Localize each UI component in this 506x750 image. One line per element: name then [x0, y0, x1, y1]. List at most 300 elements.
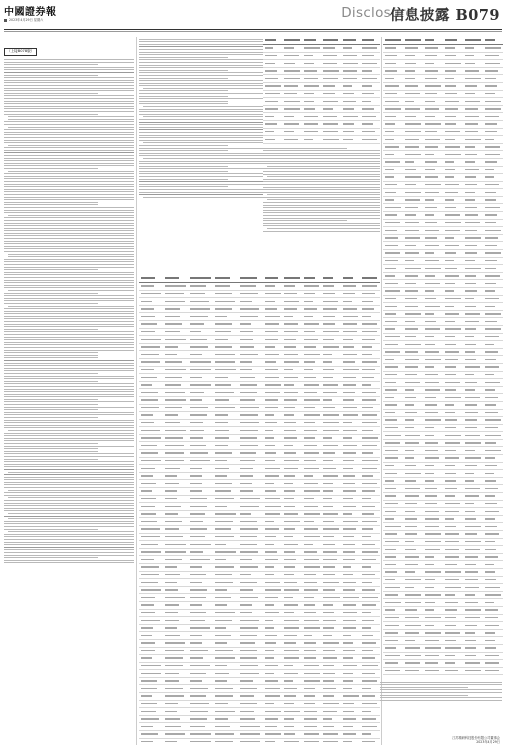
table-cell: [385, 351, 401, 352]
table-cell: [425, 70, 438, 71]
table-cell: [284, 703, 294, 704]
table-cell: [445, 359, 458, 360]
table-cell: [165, 741, 177, 742]
table-cell: [284, 369, 293, 370]
text-line: [4, 464, 134, 465]
table-cell: [425, 283, 440, 284]
table-cell: [485, 662, 500, 663]
table-cell: [141, 559, 154, 560]
table-cell: [385, 473, 398, 474]
table-cell: [485, 435, 502, 436]
table-cell: [215, 513, 236, 514]
table-cell: [405, 192, 421, 193]
table-cell: [385, 313, 397, 314]
table-row: [263, 321, 380, 329]
table-cell: [141, 460, 162, 461]
table-cell: [465, 571, 479, 572]
table-cell: [385, 283, 398, 284]
table-cell: [323, 468, 336, 469]
table-row: [139, 739, 263, 745]
table-cell: [165, 627, 177, 628]
table-cell: [385, 579, 396, 580]
table-cell: [425, 427, 434, 428]
table-cell: [405, 207, 418, 208]
text-line: [4, 500, 134, 501]
table-cell: [141, 536, 160, 537]
table-cell: [141, 437, 161, 438]
table-cell: [141, 680, 157, 681]
text-line: [4, 62, 134, 63]
table-cell: [215, 407, 235, 408]
table-cell: [265, 285, 275, 286]
table-cell: [465, 321, 479, 322]
table-cell: [465, 465, 478, 466]
table-cell: [165, 711, 176, 712]
table-cell: [215, 680, 227, 681]
text-line: [4, 477, 134, 478]
table-cell: [485, 78, 497, 79]
table-row: [383, 258, 503, 266]
text-line: [263, 197, 380, 198]
table-cell: [425, 336, 434, 337]
table-cell: [190, 536, 204, 537]
table-cell: [141, 574, 159, 575]
table-cell: [385, 382, 397, 383]
table-row: [383, 645, 503, 653]
table-cell: [265, 377, 279, 378]
table-cell: [485, 245, 497, 246]
table-cell: [385, 306, 397, 307]
table-cell: [343, 377, 356, 378]
table-cell: [304, 475, 313, 476]
text-line: [139, 122, 263, 123]
table-cell: [405, 632, 420, 633]
table-cell: [405, 518, 417, 519]
table-cell: [465, 404, 477, 405]
table-cell: [445, 662, 456, 663]
table-cell: [425, 587, 435, 588]
table-cell: [362, 339, 375, 340]
table-cell: [190, 635, 202, 636]
table-cell: [385, 146, 399, 147]
table-cell: [284, 437, 297, 438]
table-cell: [323, 131, 338, 132]
table-cell: [343, 597, 360, 598]
text-line: [4, 492, 134, 493]
section-title-english: Disclosure: [341, 5, 414, 21]
table-cell: [141, 361, 160, 362]
table-cell: [362, 85, 372, 86]
table-cell: [215, 673, 229, 674]
table-cell: [445, 465, 456, 466]
table-row: [383, 402, 503, 410]
text-line: [263, 207, 380, 208]
table-row: [383, 250, 503, 258]
table-cell: [362, 521, 377, 522]
holdings-table-4: [383, 37, 503, 677]
text-line: [263, 212, 380, 213]
table-cell: [385, 321, 398, 322]
table-cell: [485, 579, 497, 580]
table-cell: [304, 574, 316, 575]
table-cell: [385, 336, 400, 337]
table-cell: [141, 316, 156, 317]
table-cell: [445, 457, 459, 458]
table-row: [383, 599, 503, 607]
text-line: [4, 547, 134, 548]
table-cell: [165, 468, 179, 469]
table-cell: [284, 377, 298, 378]
table-cell: [485, 328, 501, 329]
table-cell: [240, 316, 258, 317]
table-cell: [405, 131, 422, 132]
table-cell: [362, 468, 377, 469]
table-cell: [385, 252, 401, 253]
issue-date: [4, 17, 43, 22]
table-cell: [323, 566, 335, 567]
table-cell: [284, 521, 300, 522]
table-cell: [265, 642, 277, 643]
text-line: [4, 150, 134, 151]
table-cell: [385, 123, 396, 124]
table-cell: [465, 39, 481, 40]
table-cell: [385, 564, 396, 565]
table-cell: [284, 460, 299, 461]
table-row: [139, 382, 263, 390]
table-cell: [240, 475, 253, 476]
table-cell: [165, 597, 184, 598]
table-cell: [265, 414, 274, 415]
table-cell: [304, 339, 319, 340]
table-cell: [240, 703, 257, 704]
text-line: [4, 425, 134, 426]
text-line: [4, 352, 98, 353]
text-line: [139, 135, 263, 136]
table-cell: [405, 336, 417, 337]
table-row: [139, 602, 263, 610]
table-cell: [425, 230, 440, 231]
table-cell: [323, 361, 332, 362]
text-line: [263, 153, 380, 154]
table-cell: [445, 169, 456, 170]
table-cell: [165, 589, 178, 590]
table-cell: [405, 662, 420, 663]
text-line: [4, 197, 134, 198]
table-row: [263, 113, 380, 121]
table-cell: [284, 688, 297, 689]
table-cell: [385, 503, 399, 504]
table-row: [139, 473, 263, 481]
table-cell: [165, 528, 179, 529]
table-row: [383, 607, 503, 615]
table-cell: [304, 139, 314, 140]
text-line: [4, 287, 134, 288]
table-cell: [284, 498, 294, 499]
table-cell: [425, 214, 435, 215]
text-line: [139, 192, 263, 193]
text-line: [139, 98, 263, 99]
table-cell: [284, 513, 298, 514]
table-cell: [141, 627, 154, 628]
table-cell: [405, 457, 415, 458]
table-cell: [485, 306, 495, 307]
table-cell: [190, 369, 211, 370]
table-cell: [385, 85, 399, 86]
table-row: [383, 75, 503, 83]
table-cell: [485, 382, 501, 383]
text-line: [4, 241, 134, 242]
table-row: [139, 617, 263, 625]
table-cell: [304, 323, 319, 324]
text-line: [139, 62, 263, 63]
table-cell: [425, 199, 434, 200]
table-cell: [362, 536, 371, 537]
table-cell: [265, 544, 275, 545]
table-cell: [385, 78, 395, 79]
text-line: [4, 412, 134, 413]
text-line: [263, 210, 380, 211]
footnote-line: [380, 689, 502, 690]
table-cell: [405, 503, 417, 504]
table-cell: [265, 475, 279, 476]
table-cell: [165, 354, 176, 355]
text-line: [4, 414, 134, 415]
table-cell: [165, 680, 178, 681]
table-cell: [240, 506, 260, 507]
table-row: [383, 485, 503, 493]
table-row: [263, 655, 380, 663]
table-row: [383, 341, 503, 349]
table-cell: [485, 123, 497, 124]
table-cell: [385, 419, 398, 420]
table-cell: [240, 460, 255, 461]
table-row: [139, 534, 263, 542]
table-cell: [190, 392, 204, 393]
table-cell: [445, 146, 461, 147]
table-cell: [362, 498, 371, 499]
text-line: [4, 124, 134, 125]
table-cell: [362, 711, 371, 712]
table-row: [263, 465, 380, 473]
table-cell: [385, 594, 399, 595]
text-line: [4, 376, 134, 377]
table-cell: [445, 230, 461, 231]
table-cell: [323, 346, 339, 347]
text-line: [139, 163, 263, 164]
table-row: [139, 367, 263, 375]
text-line: [139, 96, 228, 97]
table-cell: [362, 437, 378, 438]
text-line: [4, 176, 134, 177]
table-cell: [190, 346, 208, 347]
table-row: [383, 554, 503, 562]
table-cell: [265, 445, 275, 446]
text-line: [8, 472, 134, 473]
table-cell: [265, 108, 278, 109]
table-cell: [362, 316, 371, 317]
table-cell: [445, 47, 456, 48]
table-cell: [425, 632, 441, 633]
text-line: [4, 163, 134, 164]
table-cell: [165, 331, 179, 332]
table-cell: [284, 604, 298, 605]
table-cell: [465, 260, 475, 261]
table-cell: [141, 369, 154, 370]
table-cell: [362, 123, 373, 124]
table-cell: [485, 564, 494, 565]
table-cell: [362, 703, 377, 704]
table-cell: [425, 533, 442, 534]
table-cell: [485, 199, 496, 200]
table-cell: [215, 726, 230, 727]
table-cell: [323, 528, 339, 529]
table-cell: [240, 490, 254, 491]
text-line: [4, 466, 134, 467]
table-cell: [165, 536, 183, 537]
text-line: [4, 516, 134, 517]
text-line: [4, 95, 134, 96]
table-cell: [141, 635, 152, 636]
text-line: [4, 451, 98, 452]
table-cell: [141, 673, 162, 674]
table-row: [139, 420, 263, 428]
table-cell: [362, 70, 372, 71]
table-cell: [284, 566, 295, 567]
text-line: [4, 422, 134, 423]
table-cell: [265, 384, 282, 385]
table-cell: [385, 366, 398, 367]
table-row: [263, 678, 380, 686]
table-cell: [284, 285, 295, 286]
table-cell: [284, 131, 294, 132]
table-row: [383, 83, 503, 91]
table-cell: [385, 344, 398, 345]
table-cell: [362, 627, 371, 628]
text-line: [4, 285, 134, 286]
table-cell: [304, 620, 319, 621]
table-cell: [240, 551, 258, 552]
table-cell: [425, 366, 435, 367]
text-line: [4, 542, 134, 543]
table-cell: [405, 571, 416, 572]
table-cell: [240, 399, 256, 400]
table-cell: [215, 430, 229, 431]
table-row: [383, 242, 503, 250]
table-cell: [323, 445, 338, 446]
table-cell: [323, 665, 334, 666]
table-cell: [240, 384, 258, 385]
table-cell: [445, 116, 457, 117]
table-cell: [465, 351, 476, 352]
table-cell: [240, 407, 259, 408]
table-cell: [362, 93, 374, 94]
table-cell: [304, 407, 315, 408]
table-cell: [425, 359, 441, 360]
text-line: [139, 150, 228, 151]
table-cell: [343, 528, 356, 529]
table-cell: [323, 430, 339, 431]
table-cell: [304, 680, 320, 681]
text-line: [4, 440, 134, 441]
text-line: [143, 142, 263, 143]
table-cell: [425, 192, 439, 193]
table-cell: [425, 518, 440, 519]
table-cell: [385, 609, 396, 610]
table-row: [383, 478, 503, 486]
table-row: [383, 204, 503, 212]
table-cell: [445, 328, 461, 329]
table-cell: [240, 620, 259, 621]
table-cell: [485, 252, 502, 253]
table-cell: [165, 399, 186, 400]
table-cell: [362, 612, 371, 613]
text-line: [263, 205, 380, 206]
table-row: [383, 45, 503, 53]
text-line: [4, 75, 98, 76]
table-cell: [323, 574, 335, 575]
table-cell: [425, 268, 441, 269]
table-cell: [265, 308, 277, 309]
table-cell: [343, 101, 356, 102]
table-cell: [284, 47, 294, 48]
table-cell: [215, 361, 236, 362]
table-cell: [485, 389, 496, 390]
text-line: [4, 417, 98, 418]
text-line: [4, 64, 98, 65]
table-row: [383, 129, 503, 137]
text-line: [139, 184, 263, 185]
text-line: [4, 329, 98, 330]
table-cell: [385, 488, 396, 489]
table-cell: [240, 680, 253, 681]
table-cell: [265, 627, 275, 628]
table-row: [263, 68, 380, 76]
table-cell: [385, 101, 400, 102]
table-cell: [190, 620, 205, 621]
table-cell: [323, 635, 332, 636]
table-row: [263, 693, 380, 701]
table-cell: [485, 207, 501, 208]
table-cell: [240, 430, 259, 431]
table-cell: [240, 711, 255, 712]
table-row: [139, 556, 263, 564]
table-cell: [284, 635, 297, 636]
table-cell: [385, 47, 397, 48]
table-cell: [215, 399, 229, 400]
table-cell: [141, 657, 152, 658]
text-line: [139, 129, 263, 130]
table-cell: [265, 551, 277, 552]
table-row: [263, 488, 380, 496]
table-cell: [190, 422, 203, 423]
footnote-line: [380, 684, 502, 685]
table-cell: [465, 336, 475, 337]
table-cell: [362, 308, 374, 309]
table-row: [263, 405, 380, 413]
table-cell: [425, 131, 437, 132]
table-cell: [323, 627, 334, 628]
table-cell: [165, 642, 185, 643]
table-cell: [445, 306, 454, 307]
table-cell: [240, 544, 257, 545]
table-cell: [265, 277, 279, 278]
table-cell: [284, 582, 297, 583]
table-cell: [323, 392, 337, 393]
table-cell: [141, 430, 161, 431]
table-cell: [465, 176, 477, 177]
table-row: [263, 389, 380, 397]
table-row: [383, 394, 503, 402]
